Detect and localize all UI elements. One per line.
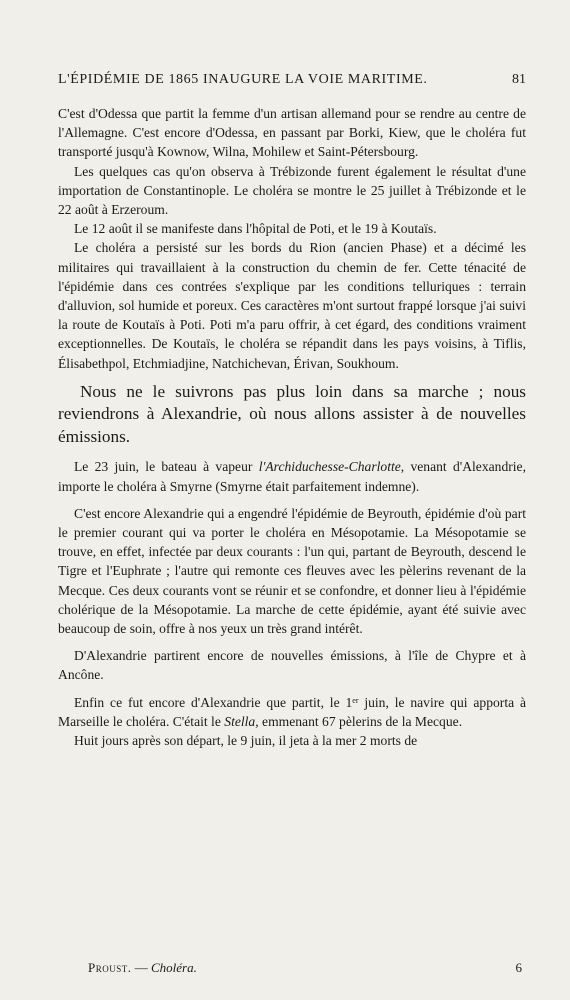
paragraph-1: C'est d'Odessa que partit la femme d'un artisan allemand pour se rendre au centre de l'Allemagne. C'est encore d'Odessa, en passant par Borki, Kiew, que le choléra fut transporté jusqu'à Kownow, Wilna, Mohilew et Saint-Pétersbourg. bbox=[58, 106, 526, 160]
footer-signature-line bbox=[88, 960, 197, 976]
page-number: 81 bbox=[512, 72, 526, 87]
paragraph-5-large: Nous ne le suivrons pas plus loin dans sa marche ; nous reviendrons à Alexandrie, où nous allons assister à de nouvelles émissions. bbox=[58, 381, 526, 446]
footer-separator: — bbox=[131, 960, 151, 975]
paragraph-9 bbox=[58, 693, 526, 731]
paragraph-10: Huit jours après son départ, le 9 juin, il jeta à la mer 2 morts de bbox=[74, 732, 418, 748]
paragraph-8: D'Alexandrie partirent encore de nouvelles émissions, à l'île de Chypre et à Ancône. bbox=[58, 648, 526, 683]
ship-name-archiduchesse: l'Archiduchesse-Charlotte bbox=[258, 459, 401, 475]
ordinal-superscript: er bbox=[352, 695, 359, 705]
running-title: L'ÉPIDÉMIE DE 1865 INAUGURE LA VOIE MARITIME. bbox=[58, 72, 428, 87]
ship-name-stella: Stella bbox=[224, 713, 256, 729]
page-footer bbox=[58, 960, 526, 978]
footer-author: Proust. bbox=[88, 960, 132, 975]
paragraph-6-text-a: Le 23 juin, le bateau à vapeur bbox=[74, 459, 259, 475]
paragraph-2: Les quelques cas qu'on observa à Trébizonde furent également le résultat d'une importation de Constantinople. Le choléra se montre le 25 juillet à Trébizonde et le 22 août à Erzeroum. bbox=[58, 163, 526, 218]
paragraph-9-text-c: , emmenant 67 pèlerins de la Mecque. bbox=[255, 713, 463, 729]
paragraph-6-text-b: , venant d'Alexandrie, importe le choléra à Smyrne (Smyrne était parfaitement indemne). bbox=[58, 459, 526, 494]
paragraph-7: C'est encore Alexandrie qui a engendré l'épidémie de Beyrouth, épidémie d'où part le premier courant qui va porter le choléra en Mésopotamie. La Mésopotamie se trouve, en effet, infectée par deux courants : l'un qui, partant de Beyrouth, descend le Tigre et l'Euphrate ; l'autre qui remonte ces fleuves avec les pèlerins revenant de la Mecque. Ces deux courants vont se réunir et se confondre, et donner lieu à l'épidémie cholérique de la Mésopotamie. La marche de cette épidémie, ayant été suivie avec beaucoup de soin, offre à nos yeux un très grand intérêt. bbox=[58, 505, 526, 636]
paragraph-4: Le choléra a persisté sur les bords du Rion (ancien Phase) et a décimé les militaires qui travaillaient à la construction du chemin de fer. Cette ténacité de l'épidémie dans ces contrées s'explique par les conditions telluriques : terrain d'alluvion, sol humide et poreux. Ces caractères m'ont surtout frappé lorsque j'ai suivi la route de Koutaïs à Poti. Poti m'a paru offrir, à cet égard, des conditions vraiment exceptionnelles. De Koutaïs, le choléra se répandit dans les pays voisins, à Tiflis, Élisabethpol, Etchmiadjine, Natchichevan, Érivan, Soukhoum. bbox=[58, 240, 526, 371]
paragraph-3: Le 12 août il se manifeste dans l'hôpital de Poti, et le 19 à Koutaïs. bbox=[74, 221, 437, 237]
body-text bbox=[58, 104, 526, 750]
footer-book-title: Choléra. bbox=[151, 960, 197, 975]
running-header bbox=[58, 72, 526, 92]
paragraph-9-text-b: juin, le navire qui apporta à Marseille le choléra. C'était le bbox=[58, 694, 526, 729]
signature-mark: 6 bbox=[515, 960, 522, 975]
paragraph-6 bbox=[58, 457, 526, 495]
paragraph-9-text-a: Enfin ce fut encore d'Alexandrie que partit, le 1 bbox=[74, 694, 353, 710]
